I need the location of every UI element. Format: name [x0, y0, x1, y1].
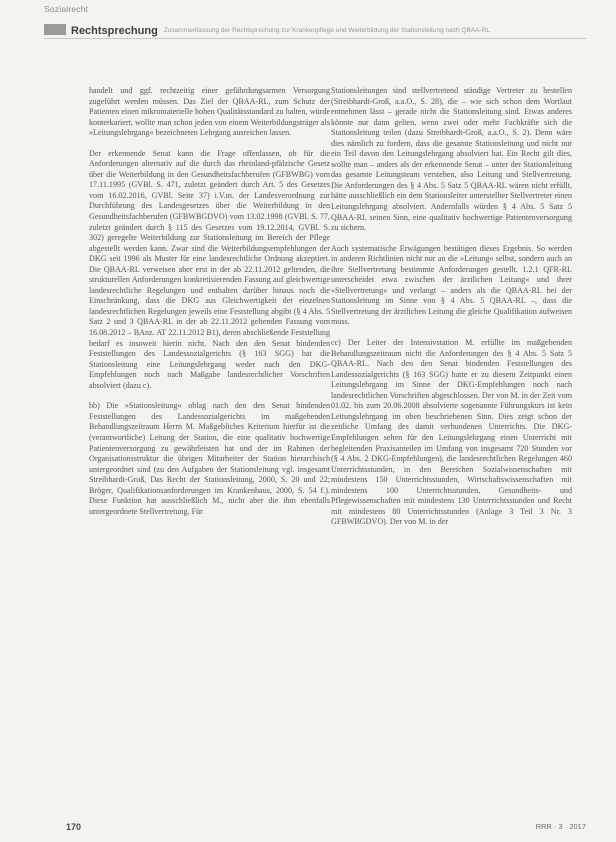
journal-reference: RRR · 3 · 2017: [535, 822, 586, 831]
paragraph: cc) Der Leiter der Intensivstation M. erfüllte im maßgebenden Behandlungszeitraum nicht die Anforderungen des § 4 Abs. 5 Satz 5 QBAA-RL. Nach den den Senat bindenden Feststellungen des Landessozialgerichts (§ 163 SGG) hatte er zu diesem Zeitpunkt einen Leitungslehrgang im Sinne der DKG-Empfehlungen noch nach landesrechtlichen Vorschriften abgeschlossen. Der von M. in der Zeit vom 01.02. bis zum 20.06.2008 absolvierte sogenannte Führungskurs ist kein Leitungslehrgang im oben beschriebenen Sinn. Dies zeigt schon der zeitliche Umfang des damit verbundenen Unterrichts. Die DKG-Empfehlungen sehen für den Leitungslehrgang einen Unterricht mit begleitenden Praxisanteilen im Umfang von insgesamt 720 Stunden vor (§ 4 Abs. 2 DKG-Empfehlungen), die landesrechtlichen Regelungen 460 Unterrichtsstunden, in den Bereichen Sozialwissenschaften mit mindestens 150 Unterrichtsstunden, Wirtschaftswissenschaften mit mindestens 100 Unterrichtsstunden, Gesundheits- und Pflegewissenschaften mit mindestens 130 Unterrichtsstunden und Recht mit mindestens 80 Unterrichtsstunden (Anlage 3 Teil 3 Nr. 3 GFBWBGDVO). Der von M. in der: [331, 338, 572, 527]
paragraph: handelt und ggf. rechtzeitig einer gefährdungsarmen Versorgung zugeführt werden müssen. Das Ziel der QBAA-RL, zum Schutz der Patienten einen mikromaterielle hohen Qualitätsstandard zu halten, würde konterkariert, wollte man schon jeden von einem Weiterbildungsträger als »Leitungslehrgang« bezeichneten Lehrgang ausreichen lassen.: [89, 86, 330, 138]
paragraph: Der erkennende Senat kann die Frage offenlassen, ob für die Anforderungen alternativ auf die durch das rheinland-pfälzische Gesetz über die Weiterbildung in den Gesundheitsfachberufen (GFBWBG) vom 17.11.1995 (GVBl. S. 471, zuletzt geändert durch Art. 5 des Gesetzes vom 16.02.2016, GVBl. Seite 37) i.V.m. der Landesverordnung zur Durchführung des Landesgesetzes über die Weiterbildung in den Gesundheitsfachberufen (GFBWBGDVO) vom 13.02.1998 (GVBl. S. 77, zuletzt geändert durch § 115 des Gesetzes vom 19.12.2014, GVBl. S. 302) geregelte Weiterbildung zur Stationsleitung im Bereich der Pflege abgestellt werden kann. Zwar sind die Weiterbildungsempfehlungen der DKG seit 1996 als Muster für eine landesrechtliche Ordnung akzeptiert. Die QBAA-RL verweisen aber erst in der ab 22.11.2012 geltenden, die strukturellen Anforderungen konkretisierenden Fassung auf gleichwertige landesrechtliche Regelungen und enthalten darüber hinaus noch die Einschränkung, dass die DKG aus Gleichwertigkeit der einzelnen landesrechtlichen Regelungen jeweils eine Feststellung abgibt (§ 4 Abs. 5 Satz 2 und 3 QBAA-RL in der ab 22.11.2012 geltenden Fassung vom 16.08.2012 – BAnz. AT 22.11.2012 B1), deren abschließende Feststellung bedarf es insoweit hierin nicht. Nach den den Senat bindenden Feststellungen des Landessozialgerichts (§ 163 SGG) hat die Stationsleitung eine Leitungslehrgang weder nach den DKG-Empfehlungen noch nach Maßgabe landesrechtlicher Vorschriften absolviert (dazu c).: [89, 148, 330, 390]
header-marker: [44, 24, 66, 35]
paragraph: Auch systematische Erwägungen bestätigen dieses Ergebnis. So werden in anderen Richtlinien nicht nur an die »Leitung« selbst, sondern auch an ihre Stellvertretung bestimmte Anforderungen gestellt. 1.2.1 QFR-RL unterscheidet etwa zwischen der ärztlichen Leitung« und ihrer »Stellvertretung« und verlangt – anders als die QBAA-RL bei der Stationsleitung im Sinne von § 4 Abs. 5 QBAA-RL –, dass die Stellvertretung der ärztlichen Leitung die gleiche Qualifikation aufweisen muss.: [331, 243, 572, 327]
running-header: [44, 20, 586, 39]
header-subtitle: Zusammenfassung der Rechtsprechung zur Krankenpflege und Weiterbildung der Stationsleitung nach QBAA-RL: [163, 27, 490, 34]
left-column: [89, 86, 330, 527]
section-label: Sozialrecht: [44, 4, 89, 14]
header-title: Rechtsprechung: [71, 25, 158, 37]
paragraph: bb) Die »Stationsleitung« oblag nach den den Senat bindenden Feststellungen des Landessozialgerichts im maßgebenden Behandlungszeitraum Herrn M. Maßgebliches Kriterium hierfür ist die (verantwortliche) Leitung der Station, die eine qualitativ hochwertige Patientenversorgung zu gewährleisten hat und der im Rahmen der Organisationsstruktur die übrigen Mitarbeiter der Station hierarchisch untergeordnet sind (zu den Aufgaben der Stationsleitung vgl. insgesamt Streibhardt-Groß, Das Recht der Stationsleitung, 2000, S. 20 und 22; Bröger, Qualifikationsanforderungen im Krankenhaus, 2000, S. 54 f.). Diese Funktion hat ausschließlich M., nicht aber die ihm ebenfalls untergeordnete Stellvertretung. Für: [89, 401, 330, 516]
right-column: [331, 86, 572, 538]
paragraph: Stationsleitungen sind stellvertretend ständige Vertreter zu bestellen (Streibhardt-Groß, a.a.O., S. 28), die – wie sich schon dem Wortlaut entnehmen lässt – gerade nicht die Stationsleitung sind. Etwas anderes könnte nur dann gelten, wenn zwei oder mehr Fachkräfte sich die Stationsleitung teilen (dazu Streibhardt-Groß, a.a.O., S. 2). Denn wäre dies nämlich zu fordern, dass die gesamte Stationsleitung und nicht nur ein Teil davon den Leitungslehrgang absolviert hat. Ein Recht gilt dies, wollte man – anders als der erkennende Senat – unter der Stationsleitung das gesamte Leitungsteam verstehen, also Leitung und Stellvertretung. Die Anforderungen des § 4 Abs. 5 Satz 5 QBAA-RL wären nicht erfüllt, hätte ausschließlich ein dem Stationsleiter unterstellter Stellvertreter einen Leitungslehrgang absolviert. Andernfalls würden § 4 Abs. 5 Satz 5 QBAA-RL seinen Sinn, eine qualitativ hochwertige Patientenversorgung zu sichern.: [331, 86, 572, 233]
page-number: 170: [66, 822, 82, 832]
